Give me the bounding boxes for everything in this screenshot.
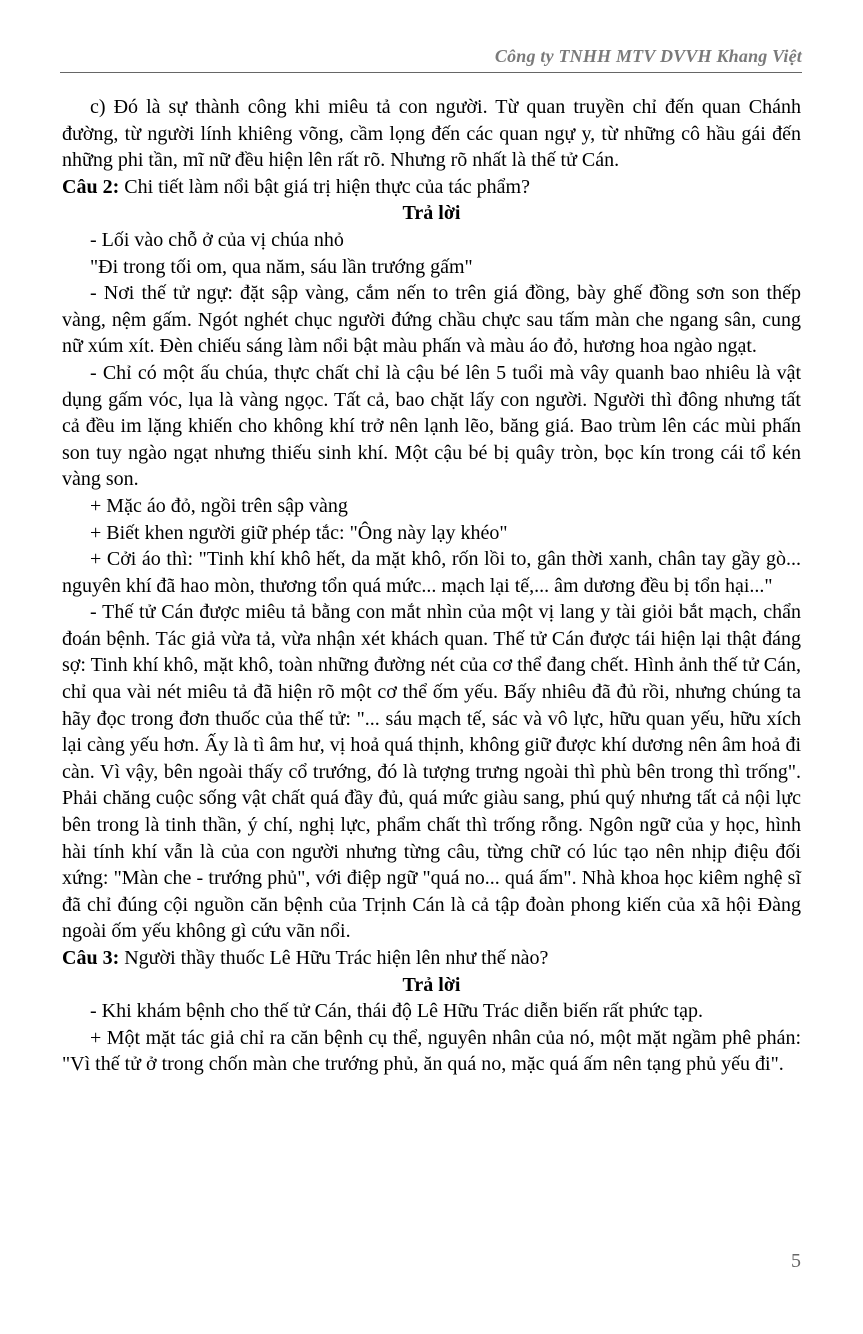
paragraph: "Đi trong tối om, qua năm, sáu lần trướng gấm" — [90, 255, 473, 278]
paragraph: - Chỉ có một ấu chúa, thực chất chỉ là cậu bé lên 5 tuổi mà vây quanh bao nhiêu là vật dụng gấm vóc, lụa là vàng ngọc. Tất cả, bao chặt lấy con người. Người thì đông nhưng tất cả đều im lặng khiến cho không khí trở nên lạnh lẽo, băng giá. Bao trùm lên các mùi phấn son tuy ngào ngạt nhưng thiếu sinh khí. Một cậu bé bị quây tròn, bọc kín trong cái tổ kén vàng son. — [62, 361, 801, 491]
header-title: Công ty TNHH MTV DVVH Khang Việt — [494, 46, 802, 66]
paragraph: c) Đó là sự thành công khi miêu tả con người. Từ quan truyền chỉ đến quan Chánh đường, từ người lính khiêng võng, cầm lọng đến các quan ngự y, từ những cô hầu gái đến những phi tần, mĩ nữ đều hiện lên rất rõ. Nhưng rõ nhất là thế tử Cán. — [62, 96, 801, 172]
page-header — [60, 44, 802, 73]
answer-heading: Trả lời — [402, 202, 461, 225]
question-label: Câu 3: — [62, 947, 120, 969]
paragraph: + Biết khen người giữ phép tắc: "Ông này lạy khéo" — [90, 521, 508, 544]
paragraph: - Lối vào chỗ ở của vị chúa nhỏ — [90, 228, 344, 251]
question-3 — [62, 945, 801, 972]
question-2 — [62, 174, 801, 201]
question-label: Câu 2: — [62, 175, 120, 198]
question-text: Chi tiết làm nổi bật giá trị hiện thực của tác phẩm? — [119, 175, 530, 198]
document-body — [62, 94, 801, 1078]
paragraph: + Cởi áo thì: "Tinh khí khô hết, da mặt khô, rốn lồi to, gân thời xanh, chân tay gầy gò... nguyên khí đã hao mòn, thương tổn quá mức... mạch lại tế,... âm dương đều bị tổn hại..." — [62, 548, 801, 597]
page-number: 5 — [791, 1250, 801, 1272]
paragraph: - Khi khám bệnh cho thế tử Cán, thái độ Lê Hữu Trác diễn biến rất phức tạp. — [90, 1000, 703, 1023]
question-text: Người thầy thuốc Lê Hữu Trác hiện lên như thế nào? — [119, 947, 549, 969]
paragraph: + Một mặt tác giả chỉ ra căn bệnh cụ thể, nguyên nhân của nó, một mặt ngầm phê phán: "Vì thế tử ở trong chốn màn che trướng phủ, ăn quá no, mặc quá ấm nên tạng phủ yếu đi". — [62, 1026, 801, 1076]
paragraph: + Mặc áo đỏ, ngồi trên sập vàng — [90, 494, 348, 517]
paragraph: - Nơi thế tử ngự: đặt sập vàng, cắm nến to trên giá đồng, bày ghế đồng sơn son thếp vàng, nệm gấm. Ngót nghét chục người đứng chầu chực sau tấm màn che ngang sân, cung nữ xúm xít. Đèn chiếu sáng làm nổi bật màu phấn và màu áo đỏ, hương hoa ngào ngạt. — [62, 282, 801, 358]
answer-heading: Trả lời — [402, 973, 461, 996]
paragraph: - Thế tử Cán được miêu tả bằng con mắt nhìn của một vị lang y tài giỏi bắt mạch, chẩn đoán bệnh. Tác giả vừa tả, vừa nhận xét khách quan. Thế tử Cán được tái hiện lại thật đáng sợ: Tinh khí khô, mặt khô, toàn những đường nét của cơ thể đang chết. Hình ảnh thế tử Cán, chỉ qua vài nét miêu tả đã hiện rõ một cơ thể ốm yếu. Bấy nhiêu đã đủ rồi, nhưng chúng ta hãy đọc trong đơn thuốc của thế tử: "... sáu mạch tế, sác và vô lực, hữu quan yếu, hữu xích lại càng yếu hơn. Ấy là tì âm hư, vị hoả quá thịnh, không giữ được khí dương nên âm hoả đi càn. Vì vậy, bên ngoài thấy cổ trướng, đó là tượng trưng ngoài thì phù bên trong thì trống". Phải chăng cuộc sống vật chất quá đầy đủ, quá mức giàu sang, phú quý nhưng tất cả nội lực bên trong là tinh thần, ý chí, nghị lực, phẩm chất thì trống rỗng. Ngôn ngữ của y học, hình hài tính khí vẫn là của con người nhưng từng câu, từng chữ có lúc tạo nên nhịp điệu đối xứng: "Màn che - trướng phủ", với điệp ngữ "quá no... quá ấm". Nhà khoa học kiêm nghệ sĩ đã chỉ đúng cội nguồn căn bệnh của Trịnh Cán là cả tập đoàn phong kiến của xã hội Đàng ngoài ốm yếu không gì cứu vãn nổi. — [62, 601, 801, 943]
